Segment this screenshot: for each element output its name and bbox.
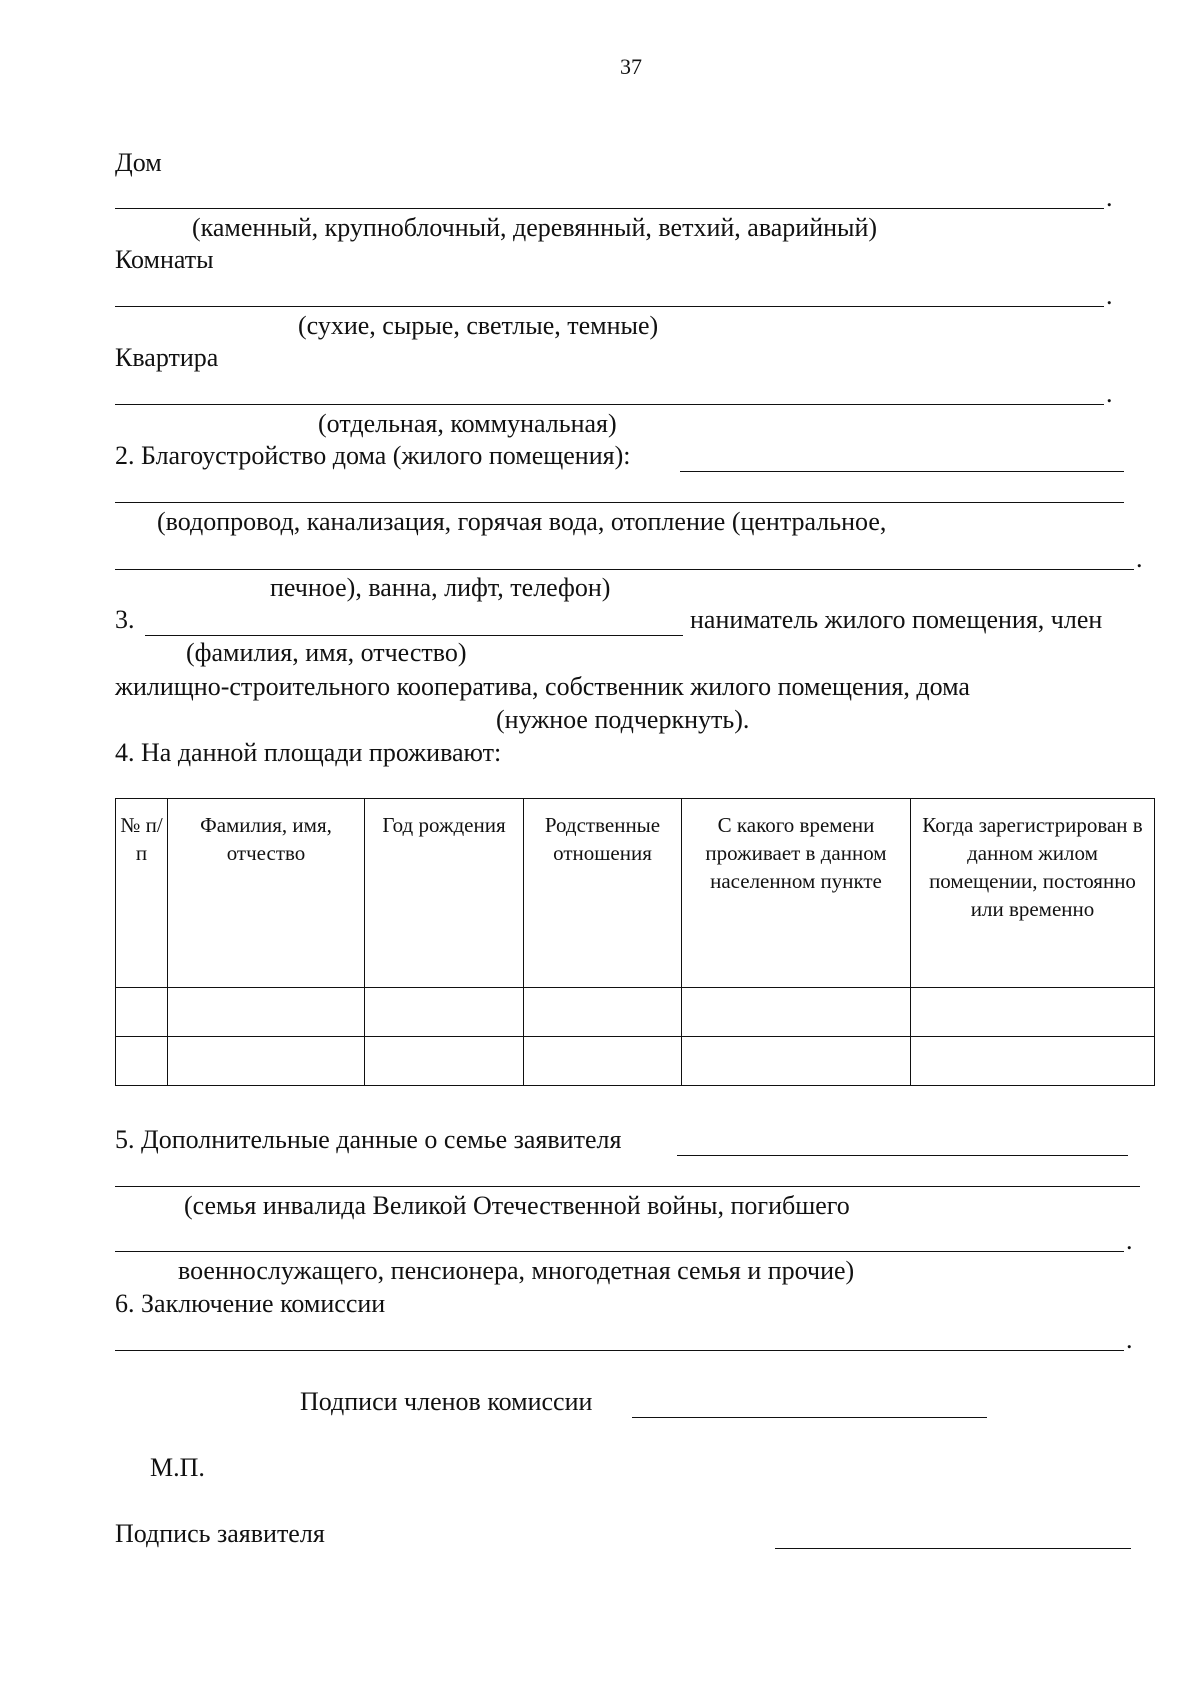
section5-input-line-3[interactable] (115, 1251, 1124, 1252)
section2-period: . (1136, 544, 1143, 573)
section2-input-line-2[interactable] (115, 502, 1124, 503)
section6-period: . (1126, 1325, 1133, 1354)
applicant-signature-line[interactable] (775, 1548, 1131, 1549)
table-cell[interactable] (116, 988, 168, 1037)
section5-label: 5. Дополнительные данные о семье заявителя (115, 1125, 622, 1154)
section2-input-line-1[interactable] (680, 471, 1124, 472)
col-relation-header: Родственные отношения (524, 799, 682, 988)
house-period: . (1106, 183, 1113, 212)
section5-input-line-1[interactable] (677, 1155, 1128, 1156)
residents-table (115, 798, 1155, 1086)
col-name-header: Фамилия, имя, отчество (168, 799, 365, 988)
rooms-period: . (1106, 281, 1113, 310)
section3-hint-choice: (нужное подчеркнуть). (496, 705, 750, 734)
section6-input-line[interactable] (115, 1350, 1124, 1351)
section6-label: 6. Заключение комиссии (115, 1289, 386, 1318)
col-number-header: № п/п (116, 799, 168, 988)
table-cell[interactable] (524, 1037, 682, 1086)
col-since-header: С какого времени проживает в данном населенном пункте (682, 799, 911, 988)
seal-label: М.П. (150, 1453, 205, 1482)
table-cell[interactable] (682, 1037, 911, 1086)
table-cell[interactable] (911, 988, 1155, 1037)
section2-label: 2. Благоустройство дома (жилого помещения): (115, 441, 631, 470)
col-registered-header: Когда зарегистрирован в данном жилом помещении, постоянно или временно (911, 799, 1155, 988)
table-row (116, 988, 1155, 1037)
rooms-input-line[interactable] (115, 306, 1104, 307)
commission-signature-line[interactable] (632, 1417, 987, 1418)
section2-hint-2: печное), ванна, лифт, телефон) (270, 573, 611, 602)
section3-name-line[interactable] (145, 635, 683, 636)
section4-label: 4. На данной площади проживают: (115, 738, 502, 767)
section5-period: . (1126, 1226, 1133, 1255)
section3-line2: жилищно-строительного кооператива, собственник жилого помещения, дома (115, 672, 970, 701)
table-cell[interactable] (168, 1037, 365, 1086)
section3-number: 3. (115, 605, 135, 634)
apartment-hint: (отдельная, коммунальная) (318, 409, 617, 438)
section5-hint-2: военнослужащего, пенсионера, многодетная семья и прочие) (178, 1256, 855, 1285)
apartment-period: . (1106, 379, 1113, 408)
table-cell[interactable] (682, 988, 911, 1037)
apartment-label: Квартира (115, 343, 219, 372)
section5-input-line-2[interactable] (115, 1186, 1140, 1187)
section2-hint-1: (водопровод, канализация, горячая вода, отопление (центральное, (157, 507, 887, 536)
table-header-row (116, 799, 1155, 988)
rooms-hint: (сухие, сырые, светлые, темные) (298, 311, 659, 340)
section3-hint-name: (фамилия, имя, отчество) (186, 638, 467, 667)
apartment-input-line[interactable] (115, 404, 1104, 405)
table-cell[interactable] (524, 988, 682, 1037)
table-cell[interactable] (168, 988, 365, 1037)
house-input-line[interactable] (115, 208, 1104, 209)
col-birth-year-header: Год рождения (365, 799, 524, 988)
section3-tail: наниматель жилого помещения, член (690, 605, 1103, 634)
commission-signatures-label: Подписи членов комиссии (300, 1387, 593, 1416)
rooms-label: Комнаты (115, 245, 214, 274)
table-cell[interactable] (365, 1037, 524, 1086)
table-cell[interactable] (365, 988, 524, 1037)
house-hint: (каменный, крупноблочный, деревянный, ветхий, аварийный) (192, 213, 878, 242)
page-number: 37 (620, 54, 642, 79)
table-row (116, 1037, 1155, 1086)
table-cell[interactable] (911, 1037, 1155, 1086)
table-cell[interactable] (116, 1037, 168, 1086)
section2-input-line-3[interactable] (115, 569, 1134, 570)
house-label: Дом (115, 148, 162, 177)
applicant-signature-label: Подпись заявителя (115, 1519, 325, 1548)
section5-hint-1: (семья инвалида Великой Отечественной войны, погибшего (184, 1191, 850, 1220)
